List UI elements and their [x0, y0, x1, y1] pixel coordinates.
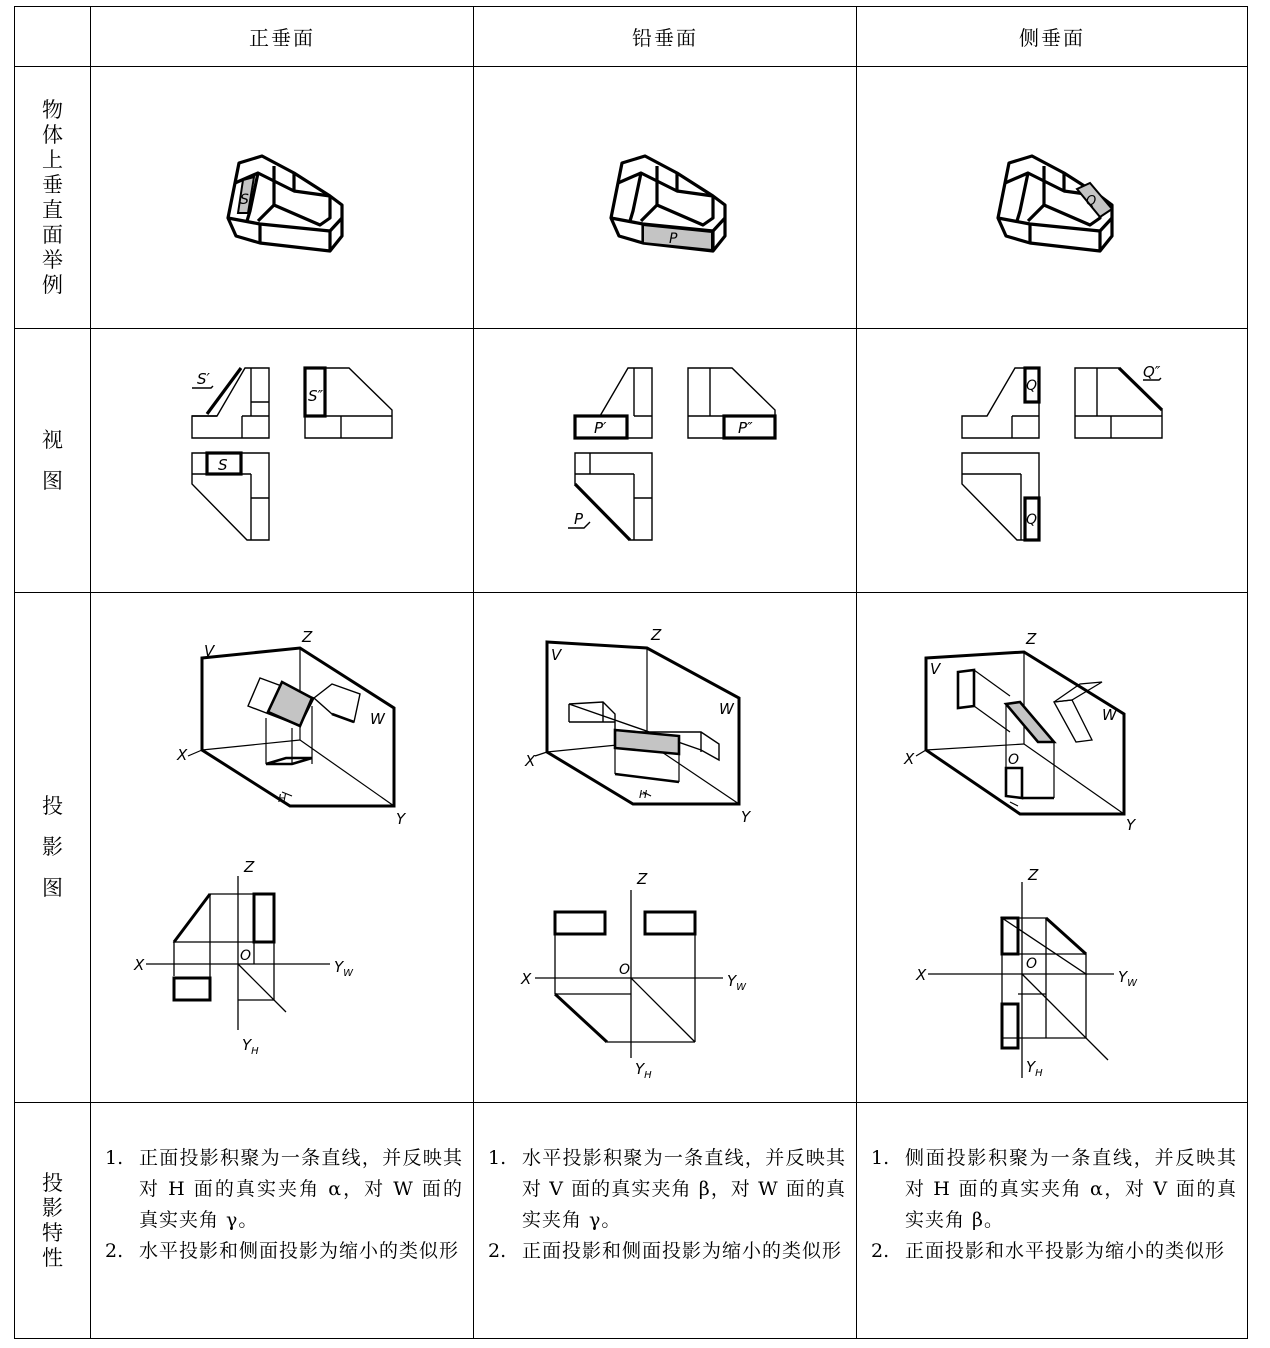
- axis-label-w: W: [1102, 705, 1117, 724]
- axis-label-y: Y: [1126, 815, 1136, 834]
- views-horizontal: [474, 329, 857, 593]
- projection-diagrams-profile: [902, 618, 1202, 1078]
- ortho-label-yw: $Y_W$: [727, 971, 747, 993]
- ortho-label-z: Z: [1028, 865, 1039, 884]
- header-profile-plane: 侧垂面: [857, 7, 1248, 67]
- axis-label-w: W: [370, 709, 385, 728]
- projection-diagrams-frontal: [132, 618, 432, 1078]
- property-item: 2. 正面投影和水平投影为缩小的类似形: [871, 1240, 1226, 1262]
- views-profile: [857, 329, 1248, 593]
- properties-frontal: [91, 1103, 474, 1339]
- iso-face-label-s: S: [240, 191, 249, 208]
- axis-label-y: Y: [741, 807, 751, 826]
- ortho-label-o: O: [619, 961, 631, 978]
- property-item: 2. 水平投影和侧面投影为缩小的类似形: [105, 1240, 460, 1262]
- iso-face-label-p: P: [669, 230, 678, 247]
- ortho-label-yh: $Y_H$: [242, 1035, 259, 1057]
- three-views-frontal: [167, 366, 397, 556]
- views-frontal: [91, 329, 474, 593]
- vertical-planes-table: [14, 6, 1248, 1339]
- ortho-label-yw: $Y_W$: [1118, 967, 1138, 989]
- ortho-label-o: O: [240, 947, 252, 964]
- ortho-label-yw: $Y_W$: [334, 957, 354, 979]
- axis-label-z: Z: [651, 625, 662, 644]
- view-label-p: P: [574, 509, 584, 528]
- corner-cell: [15, 7, 91, 67]
- ortho-label-z: Z: [244, 857, 255, 876]
- projection-frontal: [91, 593, 474, 1103]
- property-item: 2. 正面投影和侧面投影为缩小的类似形: [488, 1240, 843, 1262]
- ortho-label-o: O: [1026, 955, 1038, 972]
- row-label-example: 物 体 上 垂 直 面 举 例: [15, 67, 91, 329]
- projection-profile: [857, 593, 1248, 1103]
- iso-object-horizontal: [585, 133, 745, 263]
- axis-label-x: X: [177, 745, 188, 764]
- axis-label-v: V: [930, 659, 941, 678]
- view-label-q: Q: [1026, 511, 1038, 528]
- axis-label-h: H: [639, 787, 648, 801]
- example-frontal: [91, 67, 474, 329]
- axis-label-v: V: [204, 641, 215, 660]
- view-label-s-double-prime: S″: [308, 386, 324, 405]
- property-item: 1. 水平投影积聚为一条直线，并反映其对 V 面的真实夹角 β，对 W 面的真实夹角 γ。: [488, 1147, 846, 1231]
- property-item: 1. 侧面投影积聚为一条直线，并反映其对 H 面的真实夹角 α，对 V 面的真实夹角 β。: [871, 1147, 1237, 1231]
- projection-horizontal: [474, 593, 857, 1103]
- properties-profile: [857, 1103, 1248, 1339]
- row-label-projection: 投 影 图: [15, 593, 91, 1103]
- axis-label-z: Z: [302, 627, 313, 646]
- view-label-q-prime: Q′: [1026, 377, 1041, 394]
- properties-horizontal: [474, 1103, 857, 1339]
- iso-face-label-q: Q: [1086, 193, 1097, 209]
- axis-label-o: O: [1008, 751, 1020, 768]
- ortho-label-x: X: [521, 969, 532, 988]
- example-horizontal: [474, 67, 857, 329]
- ortho-label-z: Z: [637, 869, 648, 888]
- iso-object-frontal: [202, 133, 362, 263]
- view-label-p-prime: P′: [594, 418, 607, 437]
- row-label-views: 视 图: [15, 329, 91, 593]
- property-item: 1. 正面投影积聚为一条直线，并反映其对 H 面的真实夹角 α，对 W 面的真实夹角 γ。: [105, 1147, 463, 1231]
- ortho-label-x: X: [916, 965, 927, 984]
- example-profile: [857, 67, 1248, 329]
- ortho-label-x: X: [134, 955, 145, 974]
- axis-label-y: Y: [396, 809, 406, 828]
- view-label-q-double-prime: Q″: [1143, 365, 1161, 381]
- ortho-label-yh: $Y_H$: [635, 1059, 652, 1078]
- view-label-s-prime: S′: [197, 369, 210, 388]
- axis-label-z: Z: [1026, 629, 1037, 648]
- three-views-horizontal: [550, 366, 780, 556]
- axis-label-w: W: [719, 699, 734, 718]
- header-frontal-plane: 正垂面: [91, 7, 474, 67]
- header-horizontal-plane: 铅垂面: [474, 7, 857, 67]
- view-label-p-double-prime: P″: [738, 418, 753, 437]
- three-views-profile: [937, 366, 1167, 556]
- row-label-properties: 投 影 特 性: [15, 1103, 91, 1339]
- axis-label-x: X: [904, 749, 915, 768]
- iso-object-profile: [972, 133, 1132, 263]
- axis-label-x: X: [525, 751, 536, 770]
- projection-diagrams-horizontal: [515, 618, 815, 1078]
- axis-label-v: V: [551, 645, 562, 664]
- ortho-label-yh: $Y_H$: [1026, 1057, 1043, 1078]
- view-label-s: S: [218, 455, 228, 474]
- axis-label-h: H: [278, 791, 287, 805]
